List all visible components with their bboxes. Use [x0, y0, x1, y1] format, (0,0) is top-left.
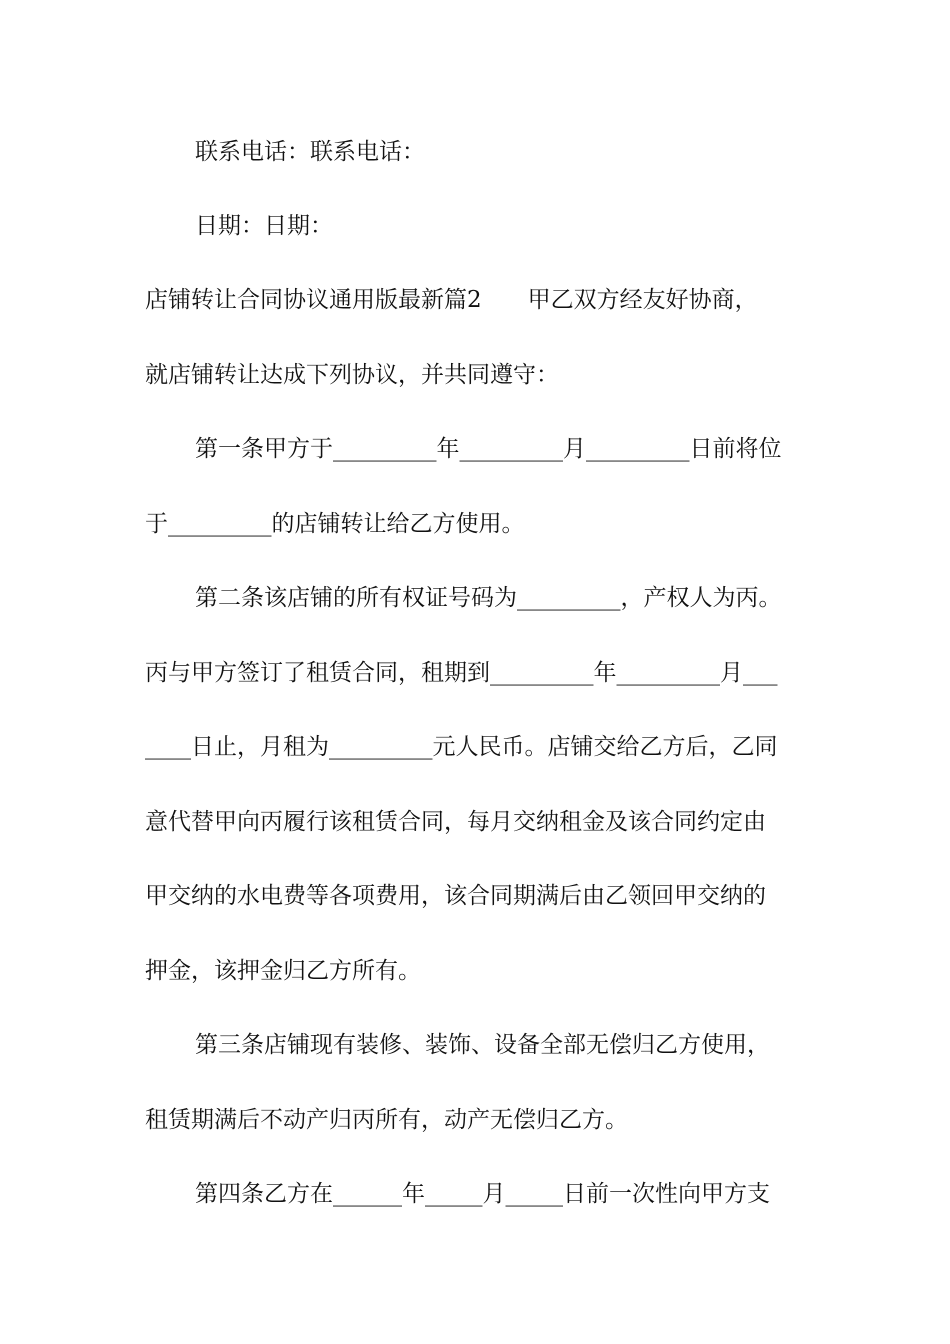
date-line: 日期：日期：: [195, 213, 333, 239]
body-text-line: 丙与甲方签订了租赁合同，租期到_________年_________月___: [145, 660, 778, 686]
body-text-line: 于_________的店铺转让给乙方使用。: [145, 511, 525, 537]
body-text-line: 甲交纳的水电费等各项费用，该合同期满后由乙领回甲交纳的: [145, 883, 766, 909]
body-text-line: ____日止，月租为_________元人民币。店铺交给乙方后，乙同: [145, 734, 778, 760]
section-heading-line: 店铺转让合同协议通用版最新篇2 甲乙双方经友好协商，: [145, 287, 758, 313]
article-two-line: 第二条该店铺的所有权证号码为_________，产权人为丙。: [195, 585, 782, 611]
body-text-line: 就店铺转让达成下列协议，并共同遵守：: [145, 362, 559, 388]
article-one-line: 第一条甲方于_________年_________月_________日前将位: [195, 436, 782, 462]
body-text-line: 租赁期满后不动产归丙所有，动产无偿归乙方。: [145, 1107, 628, 1133]
body-text-line: 意代替甲向丙履行该租赁合同，每月交纳租金及该合同约定由: [145, 809, 766, 835]
body-text-line: 押金，该押金归乙方所有。: [145, 958, 421, 984]
article-four-line: 第四条乙方在______年_____月_____日前一次性向甲方支: [195, 1181, 770, 1207]
article-three-line: 第三条店铺现有装修、装饰、设备全部无偿归乙方使用，: [195, 1032, 770, 1058]
contact-phone-line: 联系电话：联系电话：: [195, 139, 425, 165]
